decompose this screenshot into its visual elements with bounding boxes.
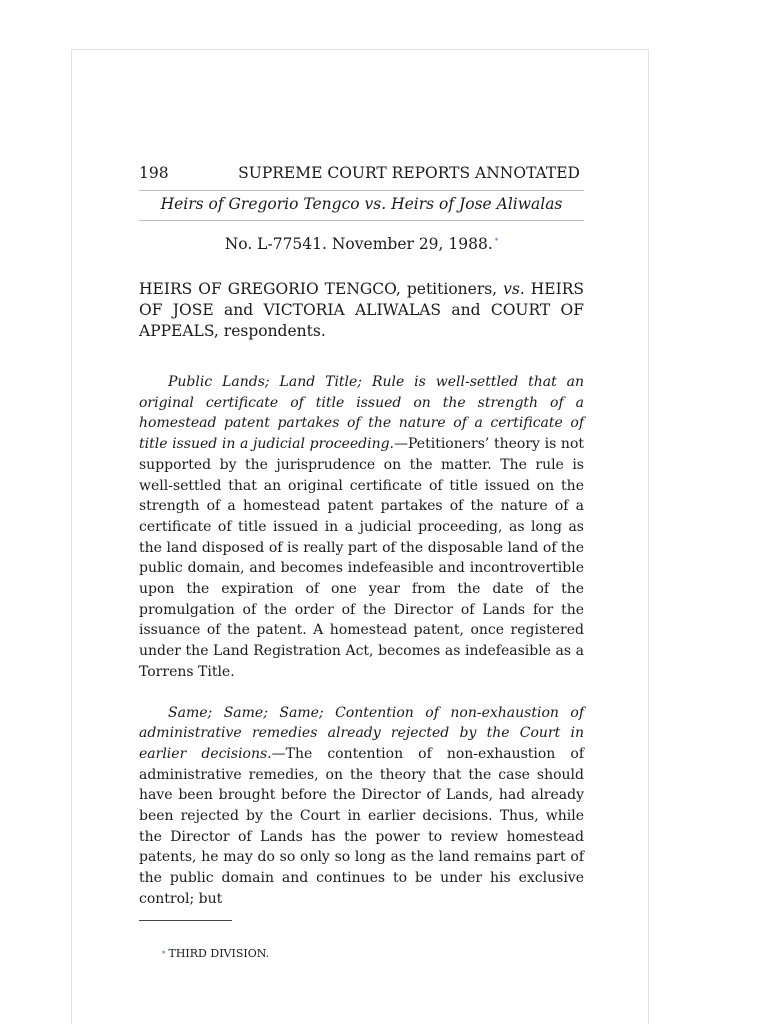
running-header [139, 162, 584, 184]
syllabus-paragraph [139, 703, 584, 910]
page-content [139, 162, 584, 910]
petitioner-name: HEIRS OF GREGORIO TENGCO, [139, 280, 401, 298]
reporter-title: SUPREME COURT REPORTS ANNOTATED [238, 164, 580, 182]
footnote-separator [139, 920, 232, 921]
footnote-text: THIRD DIVISION. [168, 947, 270, 960]
respondent-names: HEIRS OF JOSE and VICTORIA ALIWALAS and COURT OF APPEALS, [139, 280, 584, 340]
page-number: 198 [139, 164, 169, 182]
case-footnote-marker[interactable]: * [494, 237, 499, 245]
respondent-role: respondents. [218, 322, 326, 340]
petitioner-role: petitioners, [400, 280, 504, 298]
syllabus-paragraph [139, 372, 584, 683]
syllabus-headnote: Public Lands; Land Title; Rule is well-settled that an original certificate of title issued on the strength of a homestead patent partakes of the nature of a certificate of title issued in a judicial proceeding. [139, 374, 584, 453]
header-rule-bottom [139, 220, 584, 221]
document-page [71, 49, 649, 1024]
syllabus-body: —Petitioners’ theory is not supported by the jurisprudence on the matter. The rule is well-settled that an original certificate of title issued on the strength of a homestead patent partakes of the nature of a certificate of title issued in a judicial proceeding, as long as the land disposed of is really part of the disposable land of the public domain, and becomes indefeasible and incontrovertible upon the expiration of one year from the date of the promulgation of the order of the Director of Lands for the issuance of the patent. A homestead patent, once registered under the Land Registration Act, becomes as indefeasible as a Torrens Title. [139, 436, 585, 680]
case-parties [139, 279, 584, 342]
case-number-text: No. L-77541. November 29, 1988. [224, 235, 493, 253]
case-short-title: Heirs of Gregorio Tengco vs. Heirs of Jose Aliwalas [160, 195, 563, 213]
case-number [139, 232, 584, 256]
footnote [162, 947, 269, 961]
syllabus-body: —The contention of non-exhaustion of administrative remedies, on the theory that the case should have been brought before the Director of Lands, had already been rejected by the Court in earlier decisions. Thus, while the Director of Lands has the power to review homestead patents, he may do so only so long as the land remains part of the public domain and continues to be under his exclusive control; but [139, 745, 585, 907]
versus: vs. [503, 280, 525, 298]
syllabus-headnote: Same; Same; Same; Contention of non-exhaustion of administrative remedies already rejected by the Court in earlier decisions. [139, 704, 584, 762]
footnote-marker: * [162, 950, 166, 958]
